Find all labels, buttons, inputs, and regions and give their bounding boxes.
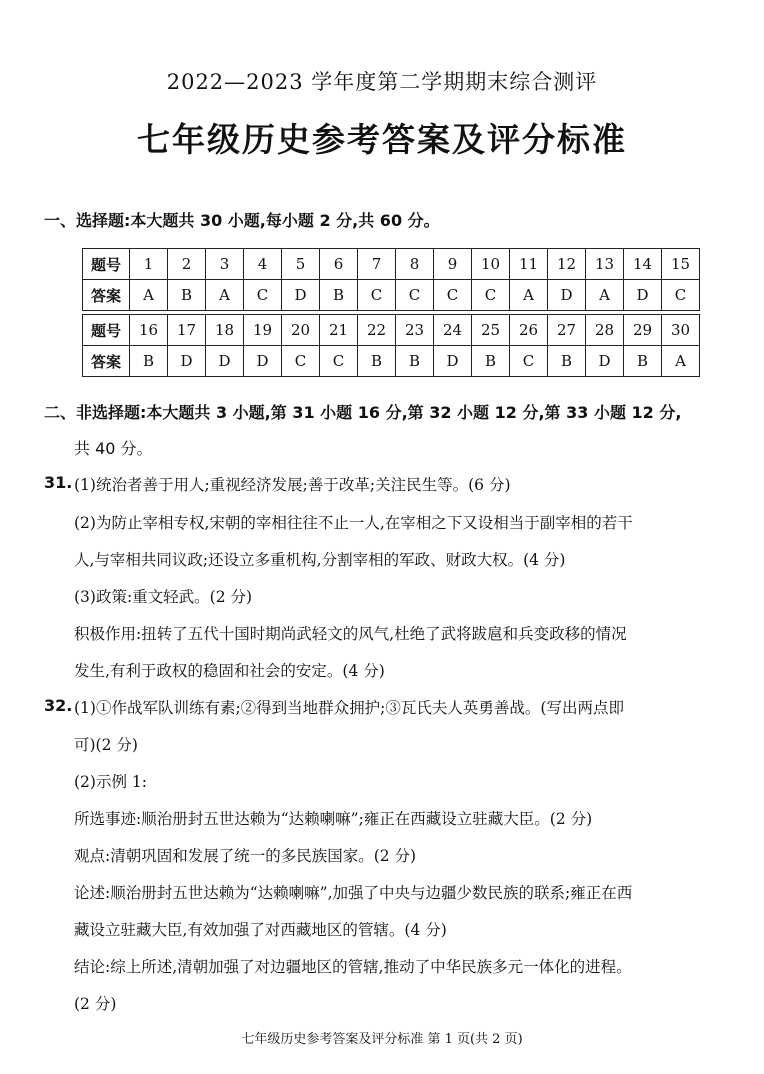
q32-line: 结论:综上所述,清朝加强了对边疆地区的管辖,推动了中华民族多元一体化的进程。 bbox=[74, 958, 632, 976]
question-number-cell: 8 bbox=[396, 249, 434, 280]
answer-cell: C bbox=[510, 346, 548, 377]
question-number-cell: 20 bbox=[282, 315, 320, 346]
q32-line: (2)示例 1: bbox=[74, 773, 147, 791]
question-number-cell: 29 bbox=[624, 315, 662, 346]
answer-cell: B bbox=[358, 346, 396, 377]
answer-cell: B bbox=[472, 346, 510, 377]
section2-heading-line1: 二、非选择题:本大题共 3 小题,第 31 小题 16 分,第 32 小题 12 分,第 33 小题 12 分, bbox=[44, 403, 682, 422]
question-number-cell: 10 bbox=[472, 249, 510, 280]
section1-heading: 一、选择题:本大题共 30 小题,每小题 2 分,共 60 分。 bbox=[44, 211, 440, 230]
question-number-cell: 4 bbox=[244, 249, 282, 280]
table-row-numbers bbox=[83, 315, 700, 346]
q32-line: 观点:清朝巩固和发展了统一的多民族国家。(2 分) bbox=[74, 847, 417, 865]
question-number-cell: 23 bbox=[396, 315, 434, 346]
q32-line: 所选事迹:顺治册封五世达赖为“达赖喇嘛”;雍正在西藏设立驻藏大臣。(2 分) bbox=[74, 810, 593, 828]
question-number-cell: 15 bbox=[662, 249, 700, 280]
question-number-cell: 21 bbox=[320, 315, 358, 346]
question-number-cell: 27 bbox=[548, 315, 586, 346]
question-number-cell: 2 bbox=[168, 249, 206, 280]
question-number-cell: 6 bbox=[320, 249, 358, 280]
q31-line: (1)统治者善于用人;重视经济发展;善于改革;关注民生等。(6 分) bbox=[74, 476, 511, 494]
answer-cell: D bbox=[586, 346, 624, 377]
question-31-number: 31. bbox=[44, 473, 73, 492]
q31-line: 人,与宰相共同议政;还设立多重机构,分割宰相的军政、财政大权。(4 分) bbox=[74, 551, 566, 569]
section2-heading-line2: 共 40 分。 bbox=[74, 439, 153, 458]
q31-line: (2)为防止宰相专权,宋朝的宰相往往不止一人,在宰相之下又设相当于副宰相的若干 bbox=[74, 514, 633, 532]
answer-cell: D bbox=[168, 346, 206, 377]
answer-cell: B bbox=[396, 346, 434, 377]
row-label-answer: 答案 bbox=[83, 280, 130, 311]
answer-cell: D bbox=[624, 280, 662, 311]
answer-table-1 bbox=[82, 248, 700, 311]
answer-cell: B bbox=[320, 280, 358, 311]
question-number-cell: 11 bbox=[510, 249, 548, 280]
answer-cell: C bbox=[282, 346, 320, 377]
answer-cell: A bbox=[206, 280, 244, 311]
table-row-numbers bbox=[83, 249, 700, 280]
answer-cell: C bbox=[320, 346, 358, 377]
answer-cell: B bbox=[548, 346, 586, 377]
question-number-cell: 7 bbox=[358, 249, 396, 280]
answer-cell: C bbox=[434, 280, 472, 311]
q32-line: 藏设立驻藏大臣,有效加强了对西藏地区的管辖。(4 分) bbox=[74, 921, 447, 939]
question-number-cell: 28 bbox=[586, 315, 624, 346]
q32-line: 可)(2 分) bbox=[74, 736, 138, 754]
question-number-cell: 22 bbox=[358, 315, 396, 346]
question-number-cell: 19 bbox=[244, 315, 282, 346]
table-row-answers bbox=[83, 346, 700, 377]
question-number-cell: 26 bbox=[510, 315, 548, 346]
answer-cell: D bbox=[434, 346, 472, 377]
q32-line: (1)①作战军队训练有素;②得到当地群众拥护;③瓦氏夫人英勇善战。(写出两点即 bbox=[74, 699, 624, 717]
row-label-number: 题号 bbox=[83, 249, 130, 280]
question-number-cell: 18 bbox=[206, 315, 244, 346]
question-number-cell: 25 bbox=[472, 315, 510, 346]
answer-cell: B bbox=[168, 280, 206, 311]
answer-cell: C bbox=[662, 280, 700, 311]
question-number-cell: 1 bbox=[130, 249, 168, 280]
question-number-cell: 3 bbox=[206, 249, 244, 280]
question-number-cell: 14 bbox=[624, 249, 662, 280]
document-title: 七年级历史参考答案及评分标准 bbox=[137, 120, 627, 159]
answer-cell: C bbox=[396, 280, 434, 311]
q31-line: 积极作用:扭转了五代十国时期尚武轻文的风气,杜绝了武将跋扈和兵变政移的情况 bbox=[74, 625, 627, 643]
question-number-cell: 24 bbox=[434, 315, 472, 346]
q32-line: (2 分) bbox=[74, 995, 117, 1013]
q31-line: 发生,有利于政权的稳固和社会的安定。(4 分) bbox=[74, 662, 385, 680]
answer-cell: D bbox=[282, 280, 320, 311]
question-number-cell: 12 bbox=[548, 249, 586, 280]
answer-cell: A bbox=[586, 280, 624, 311]
answer-cell: D bbox=[244, 346, 282, 377]
question-number-cell: 17 bbox=[168, 315, 206, 346]
row-label-number: 题号 bbox=[83, 315, 130, 346]
answer-cell: A bbox=[510, 280, 548, 311]
question-number-cell: 9 bbox=[434, 249, 472, 280]
answer-cell: C bbox=[358, 280, 396, 311]
q31-line: (3)政策:重文轻武。(2 分) bbox=[74, 588, 253, 606]
answer-cell: C bbox=[472, 280, 510, 311]
answer-cell: B bbox=[624, 346, 662, 377]
answer-cell: D bbox=[548, 280, 586, 311]
answer-cell: A bbox=[130, 280, 168, 311]
table-row-answers bbox=[83, 280, 700, 311]
question-number-cell: 30 bbox=[662, 315, 700, 346]
question-32-number: 32. bbox=[44, 696, 73, 715]
document-subtitle: 2022—2023 学年度第二学期期末综合测评 bbox=[166, 70, 598, 94]
question-number-cell: 13 bbox=[586, 249, 624, 280]
answer-cell: D bbox=[206, 346, 244, 377]
answer-cell: B bbox=[130, 346, 168, 377]
q32-line: 论述:顺治册封五世达赖为“达赖喇嘛”,加强了中央与边疆少数民族的联系;雍正在西 bbox=[74, 884, 633, 902]
row-label-answer: 答案 bbox=[83, 346, 130, 377]
answer-cell: C bbox=[244, 280, 282, 311]
answer-table-2 bbox=[82, 314, 700, 377]
answer-cell: A bbox=[662, 346, 700, 377]
question-number-cell: 16 bbox=[130, 315, 168, 346]
page-footer: 七年级历史参考答案及评分标准 第 1 页(共 2 页) bbox=[241, 1032, 523, 1047]
question-number-cell: 5 bbox=[282, 249, 320, 280]
